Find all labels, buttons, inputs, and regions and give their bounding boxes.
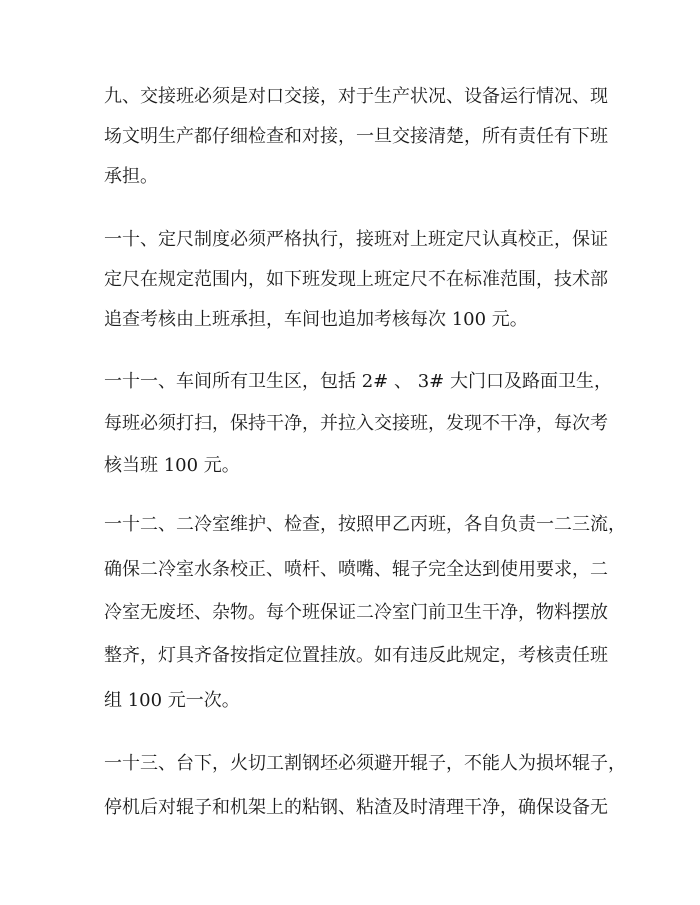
text-line: 九、交接班必须是对口交接，对于生产状况、设备运行情况、现	[104, 86, 608, 107]
text-line: 一十一、车间所有卫生区，包括 2# 、 3# 大门口及路面卫生，	[104, 371, 612, 392]
text-line: 整齐，灯具齐备按指定位置挂放。如有违反此规定，考核责任班	[104, 645, 608, 666]
text-line: 场文明生产都仔细检查和对接，一旦交接清楚，所有责任有下班	[104, 126, 608, 147]
text-line: 一十、定尺制度必须严格执行，接班对上班定尺认真校正，保证	[104, 229, 608, 250]
text-line: 核当班 100 元。	[104, 455, 240, 476]
text-line: 一十三、台下，火切工割钢坯必须避开辊子，不能人为损坏辊子，	[104, 753, 626, 774]
text-line: 组 100 元一次。	[104, 690, 240, 711]
text-line: 停机后对辊子和机架上的粘钢、粘渣及时清理干净，确保设备无	[104, 797, 608, 818]
text-line: 确保二冷室水条校正、喷杆、喷嘴、辊子完全达到使用要求，二	[104, 559, 608, 580]
text-line: 每班必须打扫，保持干净，并拉入交接班，发现不干净，每次考	[104, 413, 608, 434]
text-line: 追查考核由上班承担，车间也追加考核每次 100 元。	[104, 309, 528, 330]
text-line: 定尺在规定范围内，如下班发现上班定尺不在标准范围，技术部	[104, 269, 608, 290]
text-line: 一十二、二冷室维护、检查，按照甲乙丙班，各自负责一二三流，	[104, 514, 626, 535]
text-line: 冷室无废坯、杂物。每个班保证二冷室门前卫生干净，物料摆放	[104, 602, 608, 623]
text-line: 承担。	[104, 166, 158, 187]
